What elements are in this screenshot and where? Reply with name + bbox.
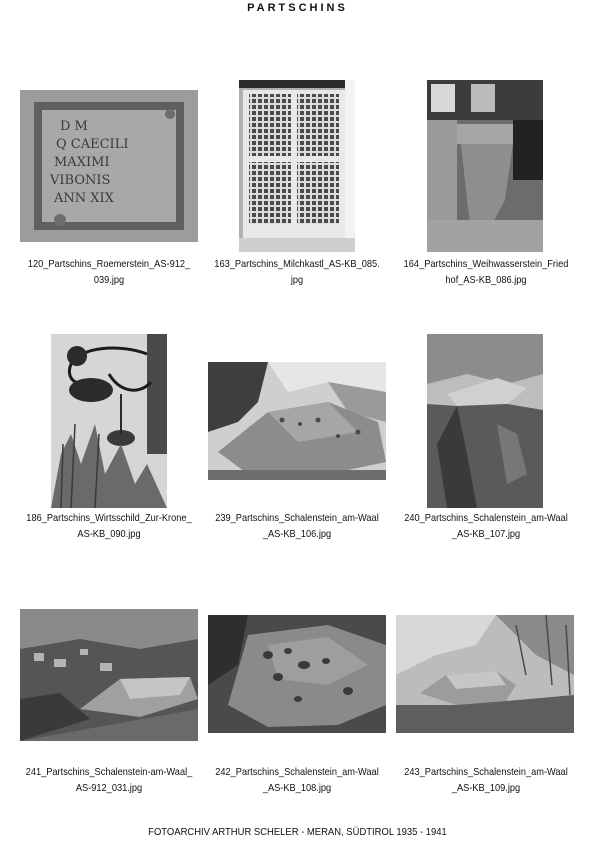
caption-7: 241_Partschins_Schalenstein-am-Waal_AS-912_031.jpg: [25, 766, 193, 794]
photo-weihwasserstein[interactable]: [427, 80, 543, 252]
photo-schalenstein-107[interactable]: [427, 334, 543, 508]
photo-schalenstein-031[interactable]: [20, 609, 198, 741]
photo-schalenstein-106[interactable]: [208, 362, 386, 480]
caption-5: 239_Partschins_Schalenstein_am-Waal_AS-KB_106.jpg: [215, 512, 379, 540]
caption-9: 243_Partschins_Schalenstein_am-Waal_AS-KB_109.jpg: [404, 766, 568, 794]
photo-milchkastl[interactable]: [239, 80, 355, 252]
svg-text:D M: D M: [60, 119, 88, 134]
page-title: PARTSCHINS: [247, 2, 348, 14]
footer-credit: FOTOARCHIV ARTHUR SCHELER - MERAN, SÜDTIROL 1935 - 1941: [148, 826, 447, 838]
photo-schalenstein-109[interactable]: [396, 615, 574, 733]
svg-text:Q CAECILI: Q CAECILI: [56, 137, 129, 152]
caption-8: 242_Partschins_Schalenstein_am-Waal_AS-KB_108.jpg: [215, 766, 379, 794]
svg-text:ANN XIX: ANN XIX: [54, 191, 114, 206]
photo-roemerstein[interactable]: [20, 90, 198, 242]
caption-3: 164_Partschins_Weihwasserstein_Friedhof_AS-KB_086.jpg: [403, 258, 569, 286]
svg-text:MAXIMI: MAXIMI: [54, 155, 110, 170]
caption-4: 186_Partschins_Wirtsschild_Zur-Krone_AS-KB_090.jpg: [26, 512, 192, 540]
caption-2: 163_Partschins_Milchkastl_AS-KB_085.jpg: [214, 258, 380, 286]
caption-6: 240_Partschins_Schalenstein_am-Waal_AS-KB_107.jpg: [404, 512, 568, 540]
caption-1: 120_Partschins_Roemerstein_AS-912_039.jpg: [27, 258, 191, 286]
photo-wirtsschild[interactable]: [51, 334, 167, 508]
photo-schalenstein-108[interactable]: [208, 615, 386, 733]
svg-text:VIBONIS: VIBONIS: [50, 173, 111, 188]
